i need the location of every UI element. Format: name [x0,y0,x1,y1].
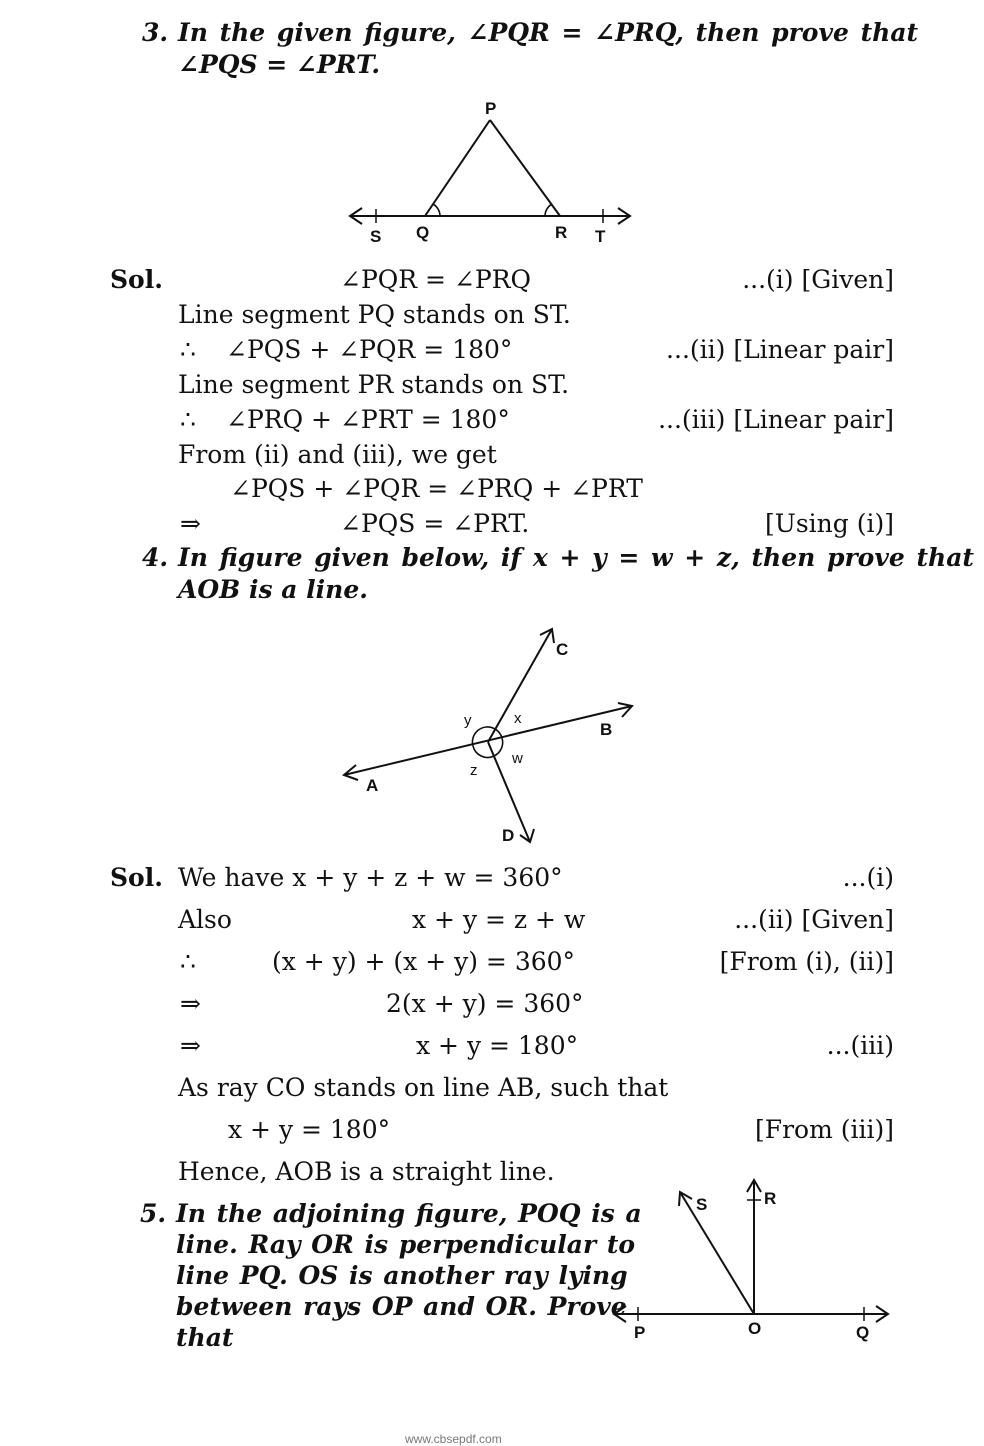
sol4-row7-reason: [From (iii)] [754,1115,894,1144]
angle-prq-arc [545,204,552,216]
ray-os [680,1192,754,1314]
label-t: T [595,227,606,246]
sol3-row8-reason: [Using (i)] [765,509,894,538]
q4-text-line2: AOB is a line. [178,575,368,604]
segment-pq [425,120,490,216]
q5-number: 5. [140,1199,167,1228]
sol3-row1-text: ∠PQR = ∠PRQ [340,265,532,294]
sol3-row7-text: ∠PQS + ∠PQR = ∠PRQ + ∠PRT [230,474,643,503]
q5-text-line3: line PQ. OS is another ray lying [176,1261,628,1290]
sol3-row8-text: ∠PQS = ∠PRT. [340,509,530,538]
sol3-row1-reason: ...(i) [Given] [742,265,894,294]
sol3-row4-text: Line segment PR stands on ST. [178,370,570,399]
sol3-row5-symbol: ∴ [180,405,196,434]
q3-triangle-figure [330,92,650,252]
sol4-row8-text: Hence, AOB is a straight line. [178,1157,555,1186]
sol3-row3-reason: ...(ii) [Linear pair] [666,335,894,364]
sol4-row2-reason: ...(ii) [Given] [734,905,894,934]
q4-lines-figure [330,615,650,860]
segment-pr [490,120,560,216]
label-s: S [370,227,382,246]
sol3-row5-text: ∠PRQ + ∠PRT = 180° [226,405,510,434]
sol4-row5-symbol: ⇒ [180,1031,201,1060]
sol4-row3-symbol: ∴ [180,947,196,976]
sol4-label: Sol. [110,863,163,892]
sol4-row5-reason: ...(iii) [826,1031,894,1060]
label-x: x [514,710,522,727]
label-r: R [555,223,568,242]
angle-arc-x [495,729,502,738]
label-w: w [512,750,523,767]
sol3-row6-text: From (ii) and (iii), we get [178,440,497,469]
sol4-row2-text: x + y = z + w [412,905,586,934]
label-s: S [696,1195,708,1214]
q4-text-line1: In figure given below, if x + y = w + z, then prove that [178,543,974,572]
label-b: B [600,720,613,739]
label-q: Q [416,223,430,242]
label-c: C [556,640,569,659]
sol4-row4-text: 2(x + y) = 360° [386,989,584,1018]
q5-text-line1: In the adjoining figure, POQ is a [176,1199,642,1228]
arrow-b-icon [618,703,632,717]
sol4-row3-text: (x + y) + (x + y) = 360° [272,947,576,976]
label-d: D [502,826,515,845]
label-o: O [748,1319,762,1338]
sol4-row1-text: We have x + y + z + w = 360° [178,863,563,892]
sol3-row3-symbol: ∴ [180,335,196,364]
sol4-row6-text: As ray CO stands on line AB, such that [178,1073,669,1102]
q5-text-line5: that [176,1323,234,1352]
q3-number: 3. [142,18,169,47]
q4-number: 4. [142,543,169,572]
sol3-row2-text: Line segment PQ stands on ST. [178,300,571,329]
sol4-row7-text: x + y = 180° [228,1115,391,1144]
label-p: P [634,1323,646,1342]
label-a: A [366,776,379,795]
sol4-row1-reason: ...(i) [842,863,894,892]
sol3-label: Sol. [110,265,163,294]
sol3-row3-text: ∠PQS + ∠PQR = 180° [226,335,513,364]
q3-text-line2: ∠PQS = ∠PRT. [178,50,381,79]
q5-text-line4: between rays OP and OR. Prove [176,1292,627,1321]
q5-perpendicular-figure [606,1166,896,1356]
angle-pqr-arc [433,204,440,216]
watermark: www.cbsepdf.com [405,1432,502,1446]
sol4-row4-symbol: ⇒ [180,989,201,1018]
q3-text-line1: In the given figure, ∠PQR = ∠PRQ, then prove that [178,18,919,47]
label-y: y [464,712,472,729]
sol3-row5-reason: ...(iii) [Linear pair] [658,405,894,434]
sol4-row5-text: x + y = 180° [416,1031,579,1060]
label-p: P [485,99,497,118]
label-z: z [470,762,478,779]
label-r: R [764,1189,777,1208]
q5-text-line2: line. Ray OR is perpendicular to [176,1230,636,1259]
sol3-row8-symbol: ⇒ [180,509,201,538]
sol4-row2-lead: Also [178,905,232,934]
label-q: Q [856,1323,870,1342]
angle-arc-w [494,738,503,756]
sol4-row3-reason: [From (i), (ii)] [719,947,894,976]
